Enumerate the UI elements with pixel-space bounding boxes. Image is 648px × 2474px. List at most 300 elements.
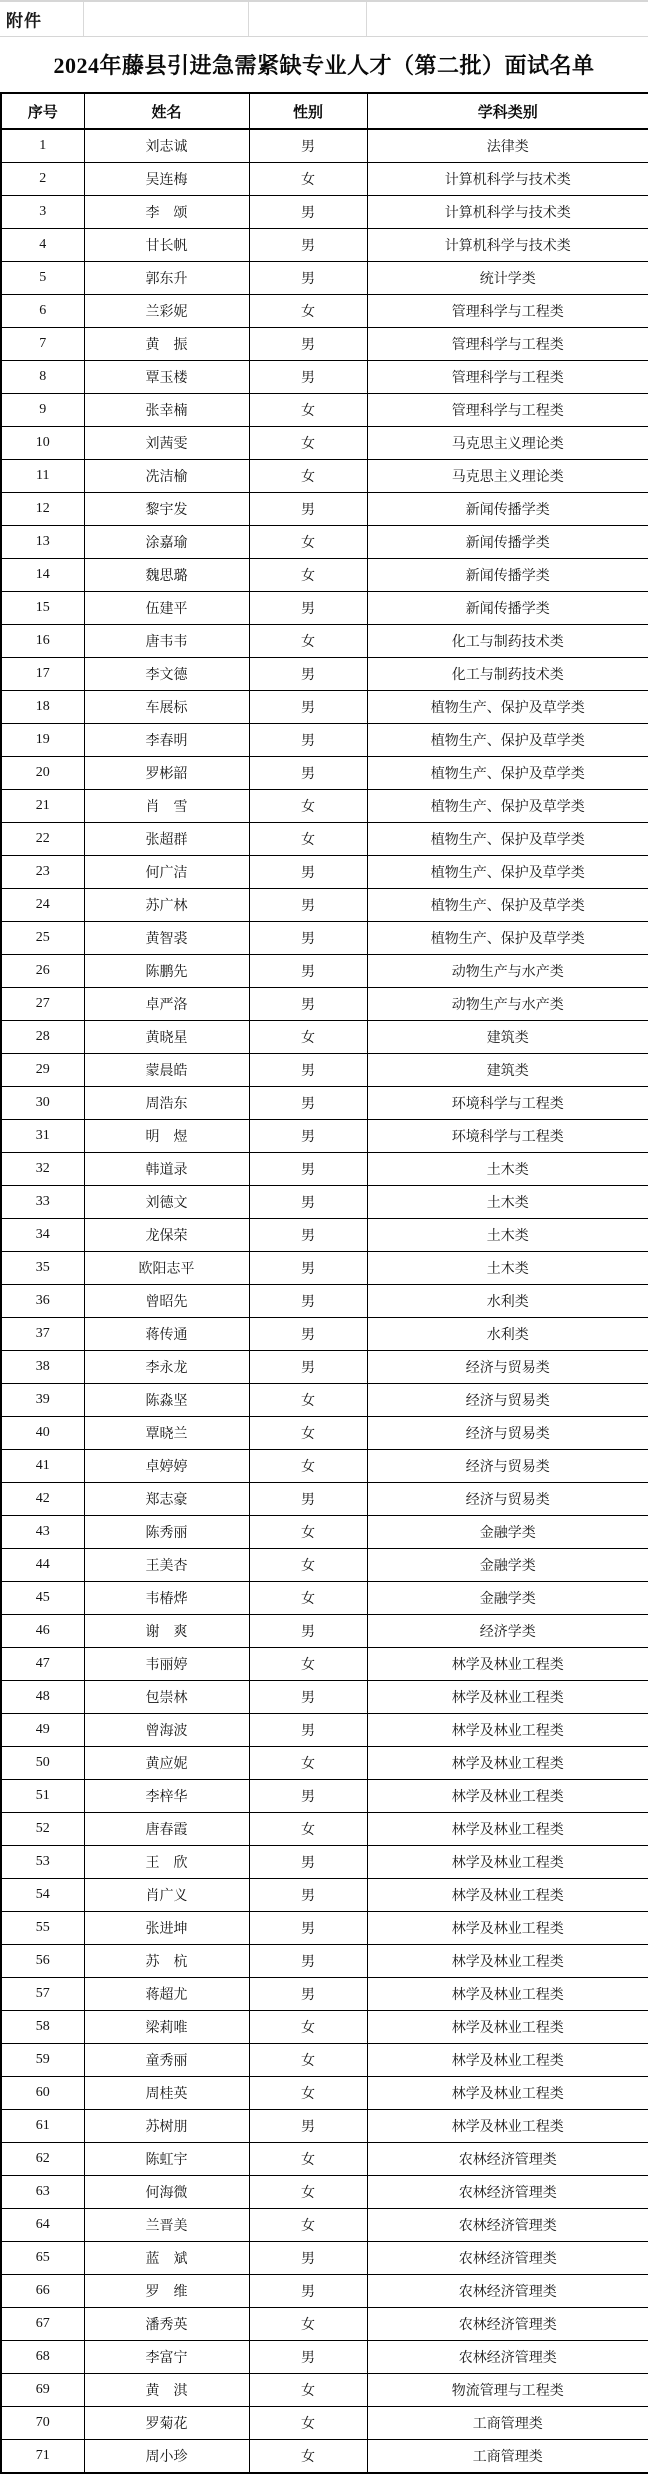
cell-name: 曾昭先: [84, 1285, 249, 1318]
table-row: [1, 295, 648, 328]
cell-index: 70: [1, 2407, 84, 2440]
cell-name: 李 颂: [84, 196, 249, 229]
cell-category: 林学及林业工程类: [367, 1681, 648, 1714]
cell-index: 67: [1, 2308, 84, 2341]
cell-gender: 女: [249, 460, 367, 493]
cell-index: 60: [1, 2077, 84, 2110]
cell-category: 统计学类: [367, 262, 648, 295]
table-row: [1, 1087, 648, 1120]
cell-gender: 男: [249, 1252, 367, 1285]
cell-index: 24: [1, 889, 84, 922]
title-section: [0, 37, 648, 92]
cell-index: 69: [1, 2374, 84, 2407]
cell-category: 农林经济管理类: [367, 2143, 648, 2176]
cell-index: 26: [1, 955, 84, 988]
table-row: [1, 1714, 648, 1747]
table-row: [1, 1978, 648, 2011]
cell-name: 潘秀英: [84, 2308, 249, 2341]
cell-gender: 男: [249, 2242, 367, 2275]
cell-gender: 男: [249, 1846, 367, 1879]
cell-name: 陈鹏先: [84, 955, 249, 988]
cell-index: 48: [1, 1681, 84, 1714]
cell-gender: 女: [249, 1021, 367, 1054]
cell-name: 周小珍: [84, 2440, 249, 2474]
cell-category: 经济与贸易类: [367, 1450, 648, 1483]
cell-name: 李永龙: [84, 1351, 249, 1384]
cell-category: 植物生产、保护及草学类: [367, 823, 648, 856]
cell-gender: 男: [249, 1780, 367, 1813]
cell-name: 黄应妮: [84, 1747, 249, 1780]
cell-gender: 男: [249, 493, 367, 526]
cell-category: 农林经济管理类: [367, 2209, 648, 2242]
cell-category: 马克思主义理论类: [367, 427, 648, 460]
cell-name: 苏 杭: [84, 1945, 249, 1978]
cell-category: 管理科学与工程类: [367, 295, 648, 328]
cell-category: 林学及林业工程类: [367, 2011, 648, 2044]
cell-gender: 男: [249, 1912, 367, 1945]
cell-name: 黄智裘: [84, 922, 249, 955]
cell-name: 黄晓星: [84, 1021, 249, 1054]
table-row: [1, 1351, 648, 1384]
table-row: [1, 460, 648, 493]
cell-gender: 女: [249, 2044, 367, 2077]
cell-name: 苏广林: [84, 889, 249, 922]
cell-index: 25: [1, 922, 84, 955]
cell-category: 土木类: [367, 1219, 648, 1252]
cell-name: 陈淼坚: [84, 1384, 249, 1417]
table-row: [1, 1483, 648, 1516]
cell-name: 李梓华: [84, 1780, 249, 1813]
cell-category: 植物生产、保护及草学类: [367, 691, 648, 724]
cell-category: 动物生产与水产类: [367, 988, 648, 1021]
table-row: [1, 2077, 648, 2110]
table-row: [1, 1417, 648, 1450]
cell-index: 40: [1, 1417, 84, 1450]
cell-gender: 女: [249, 2308, 367, 2341]
cell-name: 蒋传通: [84, 1318, 249, 1351]
cell-category: 经济与贸易类: [367, 1351, 648, 1384]
cell-name: 李文德: [84, 658, 249, 691]
table-row: [1, 1450, 648, 1483]
cell-index: 39: [1, 1384, 84, 1417]
cell-index: 63: [1, 2176, 84, 2209]
cell-gender: 男: [249, 1681, 367, 1714]
cell-category: 新闻传播学类: [367, 592, 648, 625]
cell-name: 卓婷婷: [84, 1450, 249, 1483]
table-row: [1, 2440, 648, 2474]
cell-index: 42: [1, 1483, 84, 1516]
cell-category: 金融学类: [367, 1516, 648, 1549]
cell-index: 46: [1, 1615, 84, 1648]
cell-category: 林学及林业工程类: [367, 1912, 648, 1945]
cell-name: 伍建平: [84, 592, 249, 625]
cell-gender: 男: [249, 1978, 367, 2011]
cell-category: 新闻传播学类: [367, 526, 648, 559]
cell-name: 韦椿烨: [84, 1582, 249, 1615]
cell-category: 建筑类: [367, 1021, 648, 1054]
cell-gender: 男: [249, 1120, 367, 1153]
table-row: [1, 1516, 648, 1549]
cell-gender: 女: [249, 2209, 367, 2242]
cell-category: 经济学类: [367, 1615, 648, 1648]
cell-index: 36: [1, 1285, 84, 1318]
table-row: [1, 790, 648, 823]
column-header-index: 序号: [1, 93, 84, 129]
cell-category: 水利类: [367, 1285, 648, 1318]
cell-gender: 男: [249, 1285, 367, 1318]
cell-name: 郑志豪: [84, 1483, 249, 1516]
cell-index: 23: [1, 856, 84, 889]
cell-name: 卓严洛: [84, 988, 249, 1021]
table-row: [1, 1648, 648, 1681]
cell-index: 41: [1, 1450, 84, 1483]
cell-index: 3: [1, 196, 84, 229]
cell-index: 14: [1, 559, 84, 592]
cell-category: 金融学类: [367, 1582, 648, 1615]
table-row: [1, 229, 648, 262]
table-row: [1, 1813, 648, 1846]
cell-index: 10: [1, 427, 84, 460]
cell-category: 植物生产、保护及草学类: [367, 922, 648, 955]
cell-name: 曾海波: [84, 1714, 249, 1747]
table-row: [1, 2011, 648, 2044]
cell-name: 覃晓兰: [84, 1417, 249, 1450]
cell-index: 43: [1, 1516, 84, 1549]
cell-name: 王 欣: [84, 1846, 249, 1879]
cell-category: 土木类: [367, 1153, 648, 1186]
cell-index: 44: [1, 1549, 84, 1582]
cell-index: 34: [1, 1219, 84, 1252]
cell-category: 林学及林业工程类: [367, 1714, 648, 1747]
cell-category: 金融学类: [367, 1549, 648, 1582]
cell-name: 蒙晨皓: [84, 1054, 249, 1087]
cell-category: 土木类: [367, 1252, 648, 1285]
cell-gender: 女: [249, 1417, 367, 1450]
cell-index: 49: [1, 1714, 84, 1747]
cell-category: 经济与贸易类: [367, 1483, 648, 1516]
table-row: [1, 394, 648, 427]
table-row: [1, 361, 648, 394]
cell-gender: 男: [249, 229, 367, 262]
cell-index: 45: [1, 1582, 84, 1615]
cell-index: 6: [1, 295, 84, 328]
cell-name: 张超群: [84, 823, 249, 856]
table-row: [1, 856, 648, 889]
cell-name: 陈虹宇: [84, 2143, 249, 2176]
table-row: [1, 691, 648, 724]
cell-category: 环境科学与工程类: [367, 1120, 648, 1153]
cell-gender: 女: [249, 163, 367, 196]
cell-index: 21: [1, 790, 84, 823]
cell-index: 19: [1, 724, 84, 757]
cell-name: 黄 振: [84, 328, 249, 361]
cell-gender: 女: [249, 394, 367, 427]
table-row: [1, 427, 648, 460]
column-header-gender: 性别: [249, 93, 367, 129]
cell-category: 林学及林业工程类: [367, 1879, 648, 1912]
cell-gender: 女: [249, 790, 367, 823]
cell-name: 车展标: [84, 691, 249, 724]
cell-name: 李富宁: [84, 2341, 249, 2374]
cell-name: 唐春霞: [84, 1813, 249, 1846]
cell-category: 林学及林业工程类: [367, 2077, 648, 2110]
header-row: [1, 93, 648, 129]
cell-gender: 男: [249, 1483, 367, 1516]
table-row: [1, 757, 648, 790]
cell-index: 64: [1, 2209, 84, 2242]
cell-gender: 男: [249, 691, 367, 724]
table-row: [1, 658, 648, 691]
cell-name: 周浩东: [84, 1087, 249, 1120]
cell-gender: 男: [249, 129, 367, 163]
cell-name: 肖广义: [84, 1879, 249, 1912]
cell-gender: 女: [249, 2077, 367, 2110]
cell-index: 28: [1, 1021, 84, 1054]
table-row: [1, 1384, 648, 1417]
table-row: [1, 2275, 648, 2308]
cell-gender: 男: [249, 1186, 367, 1219]
cell-name: 罗彬韶: [84, 757, 249, 790]
table-row: [1, 955, 648, 988]
cell-index: 29: [1, 1054, 84, 1087]
table-row: [1, 1912, 648, 1945]
cell-gender: 男: [249, 592, 367, 625]
cell-index: 2: [1, 163, 84, 196]
cell-name: 蒋超尤: [84, 1978, 249, 2011]
cell-category: 林学及林业工程类: [367, 1813, 648, 1846]
table-row: [1, 1120, 648, 1153]
cell-name: 涂嘉瑜: [84, 526, 249, 559]
cell-gender: 男: [249, 262, 367, 295]
cell-index: 4: [1, 229, 84, 262]
page-title: 2024年藤县引进急需紧缺专业人才（第二批）面试名单: [53, 53, 595, 78]
table-row: [1, 592, 648, 625]
cell-index: 7: [1, 328, 84, 361]
cell-name: 甘长帆: [84, 229, 249, 262]
table-row: [1, 2242, 648, 2275]
table-header: [1, 93, 648, 129]
cell-category: 物流管理与工程类: [367, 2374, 648, 2407]
cell-gender: 男: [249, 1153, 367, 1186]
cell-gender: 男: [249, 724, 367, 757]
table-row: [1, 2176, 648, 2209]
table-row: [1, 559, 648, 592]
table-row: [1, 889, 648, 922]
cell-index: 5: [1, 262, 84, 295]
cell-gender: 男: [249, 955, 367, 988]
cell-category: 化工与制药技术类: [367, 625, 648, 658]
cell-name: 何海微: [84, 2176, 249, 2209]
cell-gender: 女: [249, 1582, 367, 1615]
table-row: [1, 2143, 648, 2176]
column-header-name: 姓名: [84, 93, 249, 129]
cell-gender: 男: [249, 889, 367, 922]
cell-name: 李春明: [84, 724, 249, 757]
table-row: [1, 922, 648, 955]
cell-category: 管理科学与工程类: [367, 361, 648, 394]
cell-category: 计算机科学与技术类: [367, 163, 648, 196]
table-row: [1, 988, 648, 1021]
cell-gender: 男: [249, 1318, 367, 1351]
column-header-category: 学科类别: [367, 93, 648, 129]
cell-index: 13: [1, 526, 84, 559]
cell-index: 32: [1, 1153, 84, 1186]
cell-category: 植物生产、保护及草学类: [367, 790, 648, 823]
cell-index: 22: [1, 823, 84, 856]
cell-index: 37: [1, 1318, 84, 1351]
cell-index: 59: [1, 2044, 84, 2077]
cell-gender: 男: [249, 361, 367, 394]
table-row: [1, 2407, 648, 2440]
cell-gender: 男: [249, 328, 367, 361]
cell-name: 兰晋美: [84, 2209, 249, 2242]
cell-name: 黎宇发: [84, 493, 249, 526]
cell-name: 吴连梅: [84, 163, 249, 196]
table-row: [1, 1945, 648, 1978]
cell-category: 化工与制药技术类: [367, 658, 648, 691]
cell-index: 53: [1, 1846, 84, 1879]
cell-gender: 女: [249, 526, 367, 559]
table-row: [1, 1021, 648, 1054]
table-row: [1, 1252, 648, 1285]
cell-index: 17: [1, 658, 84, 691]
cell-category: 植物生产、保护及草学类: [367, 724, 648, 757]
cell-index: 31: [1, 1120, 84, 1153]
table-row: [1, 1219, 648, 1252]
cell-gender: 女: [249, 2374, 367, 2407]
attachment-label: 附件: [6, 11, 42, 31]
table-row: [1, 2209, 648, 2242]
cell-index: 51: [1, 1780, 84, 1813]
cell-index: 54: [1, 1879, 84, 1912]
cell-category: 计算机科学与技术类: [367, 229, 648, 262]
table-row: [1, 1879, 648, 1912]
cell-category: 林学及林业工程类: [367, 2044, 648, 2077]
cell-index: 30: [1, 1087, 84, 1120]
cell-gender: 女: [249, 2176, 367, 2209]
cell-index: 15: [1, 592, 84, 625]
cell-name: 何广洁: [84, 856, 249, 889]
cell-gender: 女: [249, 2011, 367, 2044]
interview-roster-table: [0, 92, 648, 2474]
cell-name: 刘德文: [84, 1186, 249, 1219]
cell-name: 魏思璐: [84, 559, 249, 592]
cell-name: 覃玉楼: [84, 361, 249, 394]
cell-name: 龙保荣: [84, 1219, 249, 1252]
cell-category: 林学及林业工程类: [367, 1648, 648, 1681]
cell-gender: 女: [249, 295, 367, 328]
cell-category: 林学及林业工程类: [367, 1846, 648, 1879]
grid-line: [83, 2, 84, 36]
cell-name: 刘志诚: [84, 129, 249, 163]
table-row: [1, 724, 648, 757]
cell-category: 工商管理类: [367, 2407, 648, 2440]
cell-category: 林学及林业工程类: [367, 1945, 648, 1978]
table-row: [1, 1285, 648, 1318]
cell-gender: 男: [249, 1219, 367, 1252]
cell-category: 新闻传播学类: [367, 493, 648, 526]
cell-gender: 男: [249, 196, 367, 229]
cell-index: 47: [1, 1648, 84, 1681]
cell-gender: 男: [249, 922, 367, 955]
cell-category: 土木类: [367, 1186, 648, 1219]
cell-category: 植物生产、保护及草学类: [367, 856, 648, 889]
table-row: [1, 196, 648, 229]
cell-name: 兰彩妮: [84, 295, 249, 328]
cell-name: 蓝 斌: [84, 2242, 249, 2275]
cell-name: 梁莉唯: [84, 2011, 249, 2044]
cell-category: 管理科学与工程类: [367, 328, 648, 361]
cell-gender: 男: [249, 1879, 367, 1912]
cell-gender: 男: [249, 988, 367, 1021]
cell-gender: 男: [249, 1945, 367, 1978]
cell-category: 农林经济管理类: [367, 2308, 648, 2341]
cell-gender: 男: [249, 658, 367, 691]
grid-line: [366, 2, 367, 36]
cell-name: 张进坤: [84, 1912, 249, 1945]
cell-category: 林学及林业工程类: [367, 2110, 648, 2143]
cell-gender: 女: [249, 1450, 367, 1483]
cell-category: 计算机科学与技术类: [367, 196, 648, 229]
cell-name: 刘茜雯: [84, 427, 249, 460]
cell-index: 71: [1, 2440, 84, 2474]
cell-name: 欧阳志平: [84, 1252, 249, 1285]
cell-category: 植物生产、保护及草学类: [367, 757, 648, 790]
table-row: [1, 328, 648, 361]
table-row: [1, 493, 648, 526]
cell-gender: 男: [249, 1054, 367, 1087]
cell-name: 童秀丽: [84, 2044, 249, 2077]
cell-name: 明 煜: [84, 1120, 249, 1153]
table-row: [1, 2374, 648, 2407]
cell-name: 谢 爽: [84, 1615, 249, 1648]
grid-line: [248, 2, 249, 36]
table-row: [1, 129, 648, 163]
cell-gender: 男: [249, 757, 367, 790]
cell-gender: 男: [249, 2341, 367, 2374]
cell-gender: 男: [249, 1087, 367, 1120]
cell-gender: 女: [249, 427, 367, 460]
cell-name: 王美杏: [84, 1549, 249, 1582]
cell-category: 法律类: [367, 129, 648, 163]
cell-gender: 女: [249, 1384, 367, 1417]
cell-index: 58: [1, 2011, 84, 2044]
table-row: [1, 1780, 648, 1813]
cell-gender: 女: [249, 625, 367, 658]
cell-name: 周桂英: [84, 2077, 249, 2110]
cell-name: 罗 维: [84, 2275, 249, 2308]
cell-index: 11: [1, 460, 84, 493]
cell-category: 农林经济管理类: [367, 2275, 648, 2308]
table-row: [1, 1582, 648, 1615]
cell-gender: 女: [249, 559, 367, 592]
cell-gender: 女: [249, 1648, 367, 1681]
cell-name: 陈秀丽: [84, 1516, 249, 1549]
table-row: [1, 1681, 648, 1714]
cell-gender: 女: [249, 2440, 367, 2474]
cell-gender: 男: [249, 1351, 367, 1384]
table-row: [1, 625, 648, 658]
cell-gender: 男: [249, 2275, 367, 2308]
cell-name: 罗菊花: [84, 2407, 249, 2440]
cell-name: 张幸楠: [84, 394, 249, 427]
attachment-header-row: [0, 0, 648, 37]
cell-gender: 女: [249, 1516, 367, 1549]
cell-category: 农林经济管理类: [367, 2242, 648, 2275]
cell-index: 12: [1, 493, 84, 526]
table-row: [1, 1846, 648, 1879]
cell-gender: 男: [249, 1615, 367, 1648]
